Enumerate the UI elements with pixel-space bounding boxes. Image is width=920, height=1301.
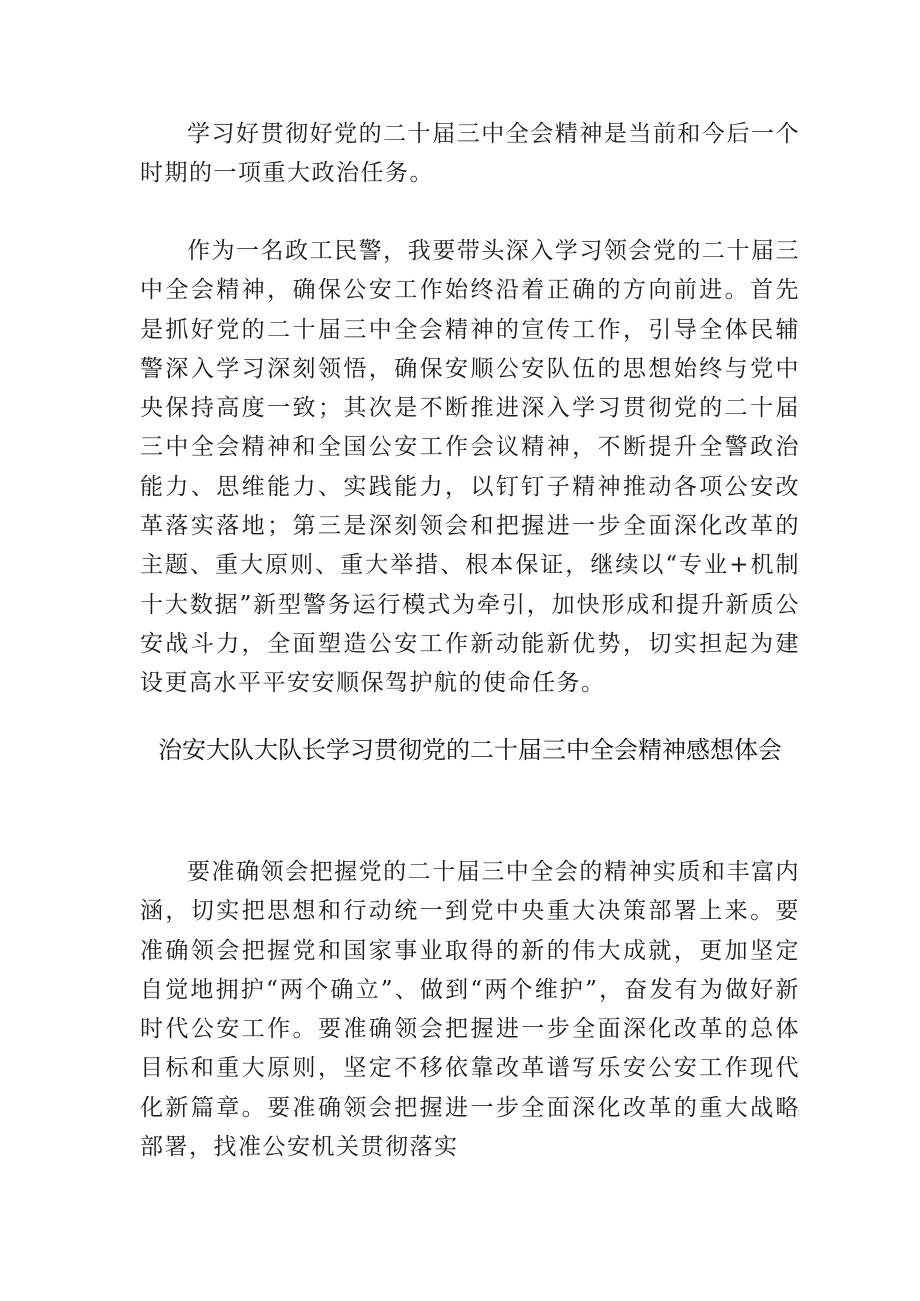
body-paragraph-1: 学习好贯彻好党的二十届三中全会精神是当前和今后一个时期的一项重大政治任务。 [140, 121, 800, 187]
body-paragraph-3: 要准确领会把握党的二十届三中全会的精神实质和丰富内涵，切实把思想和行动统一到党中央重大决策部署上来。要准确领会把握党和国家事业取得的新的伟大成就，更加坚定自觉地拥护“两个确立”、做到“两个维护”，奋发有为做好新时代公安工作。要准确领会把握进一步全面深化改革的总体目标和重大原则，坚定不移依靠改革谱写乐安公安工作现代化新篇章。要准确领会把握进一步全面深化改革的重大战略部署，找准公安机关贯彻落实 [140, 859, 800, 1161]
section-title: 治安大队大队长学习贯彻党的二十届三中全会精神感想体会 [158, 736, 782, 764]
body-paragraph-2: 作为一名政工民警，我要带头深入学习领会党的二十届三中全会精神，确保公安工作始终沿着正确的方向前进。首先是抓好党的二十届三中全会精神的宣传工作，引导全体民辅警深入学习深刻领悟，确保安顺公安队伍的思想始终与党中央保持高度一致；其次是不断推进深入学习贯彻党的二十届三中全会精神和全国公安工作会议精神，不断提升全警政治能力、思维能力、实践能力，以钉钉子精神推动各项公安改革落实落地；第三是深刻领会和把握进一步全面深化改革的主题、重大原则、重大举措、根本保证，继续以“专业+机制十大数据”新型警务运行模式为牵引，加快形成和提升新质公安战斗力，全面塑造公安工作新动能新优势，切实担起为建设更高水平平安安顺保驾护航的使命任务。 [140, 238, 800, 697]
